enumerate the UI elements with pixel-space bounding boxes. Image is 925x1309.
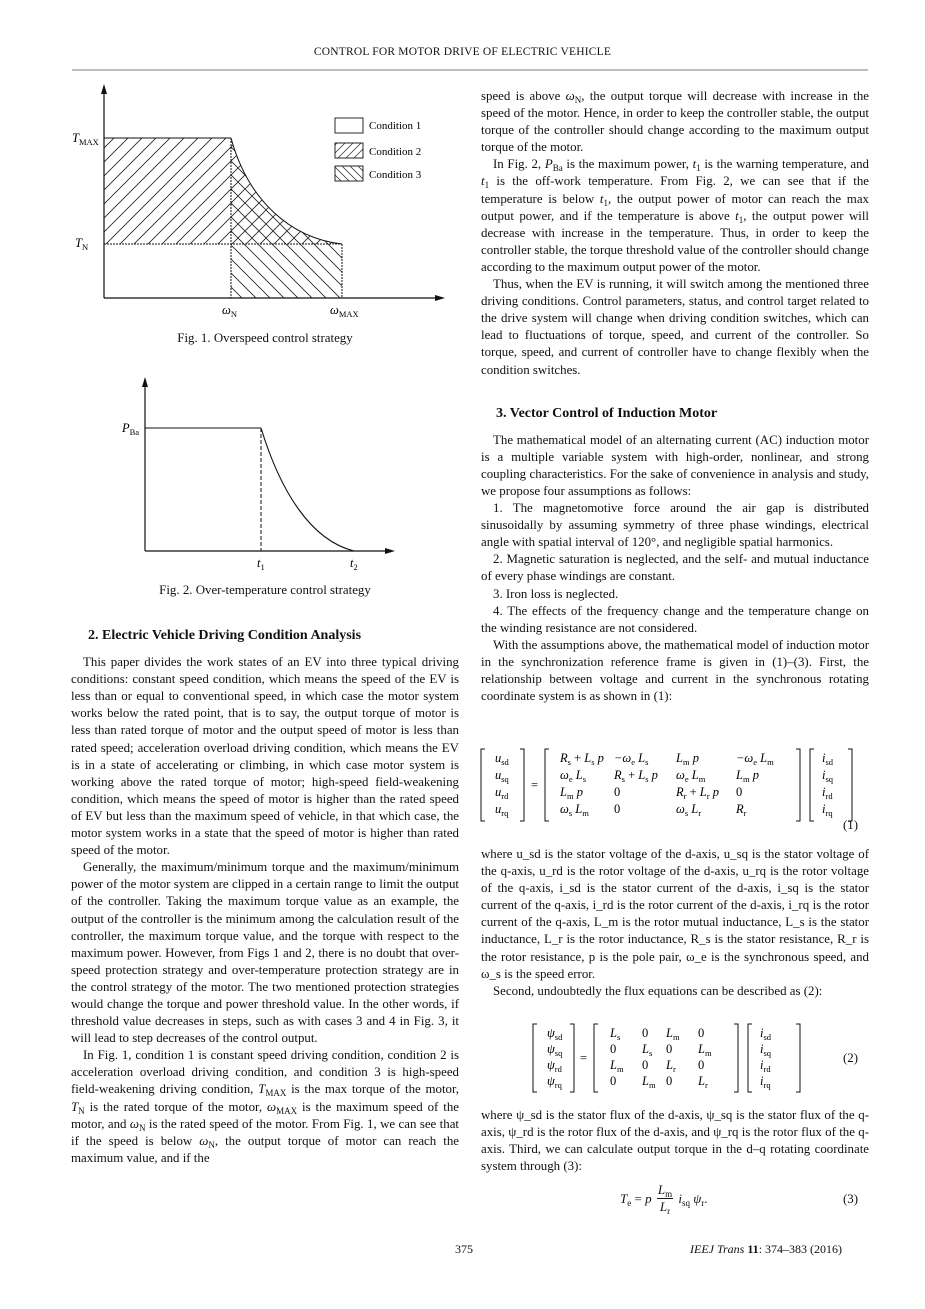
matrix-entry: $\omega_e$ $L_m$ xyxy=(676,768,706,784)
matrix-entry: $\omega_e$ $L_s$ xyxy=(560,768,586,784)
legend-label-condition2: Condition 2 xyxy=(369,146,422,158)
text-run: , the output torque will decrease with increase in the speed of the motor. Hence, in order to keep the controller stable, the output torque of the controller should change according to the maximum output torque of the motor. xyxy=(481,89,869,155)
paragraph-with-assumptions: With the assumptions above, the mathematical model of induction motor in the synchronization reference frame is given in (1)–(3). First, the relationship between voltage and current in the synchronous rotating coordinate system is as shown in (1): xyxy=(481,637,869,704)
matrix-entry: $R_s + L_s$ p xyxy=(614,768,658,784)
journal-pages: : 374–383 (2016) xyxy=(758,1242,843,1256)
rhs-entry: $i_{sq}$ xyxy=(760,1042,772,1058)
eq3-rhs: $i_{sq}$ $\psi_r$. xyxy=(678,1190,708,1208)
fig1-legend xyxy=(335,118,422,181)
lhs-entry: $\psi_{sd}$ xyxy=(547,1026,563,1042)
equation-1-number: (1) xyxy=(843,818,859,832)
text-run: is the max torque of the motor, xyxy=(286,1082,459,1097)
section-3-title: 3. Vector Control of Induction Motor xyxy=(496,405,718,421)
lhs-entry: $u_{rd}$ xyxy=(495,785,509,801)
matrix-entry: 0 xyxy=(736,785,743,799)
matrix-entry: $\omega_s$ $L_m$ xyxy=(560,802,589,818)
lhs-entry: $\psi_{rd}$ xyxy=(547,1058,562,1074)
matrix-entry: $L_r$ xyxy=(698,1074,708,1090)
matrix-entry: $L_m$ p xyxy=(676,751,699,767)
paragraph-where-eq1: where u_sd is the stator voltage of the d-axis, u_sq is the stator voltage of the q-axis, u_rd is the rotor voltage of the d-axis, u_rq is the rotor voltage of the q-axis, i_sd is the stator current of the d-axis, i_sq is the stator current of the q-axis, i_rd is the rotor current of the d-axis, i_rq is the rotor current of the q-axis, L_m is the rotor mutual inductance, L_s is the stator inductance, L_r is the rotor inductance, R_s is the stator resistance, R_r is the rotor resistance, p is the pole pair, ω_e is the synchronous speed, and ω_s is the speed error. xyxy=(481,847,869,981)
lhs-entry: $u_{rq}$ xyxy=(495,802,509,818)
matrix-entry: 0 xyxy=(666,1074,673,1088)
text-run: In Fig. 1, condition 1 is constant speed driving condition, condition 2 is acceleration overload driving condition, and condition 3 is high-speed field-weakening driving condition, xyxy=(71,1048,459,1097)
fig1-region-overlap-bwd xyxy=(231,138,342,244)
matrix-entry: $L_m$ p xyxy=(560,785,583,801)
left-column xyxy=(71,627,459,1167)
equation-3-number: (3) xyxy=(843,1192,859,1206)
eq3-numerator: $L_m$ xyxy=(657,1182,673,1199)
eq3-denominator: $L_r$ xyxy=(659,1199,671,1216)
fig2-y-arrow xyxy=(142,377,148,387)
paragraph-fig2-explanation: In Fig. 2, $P_{Ba}$ is the maximum power, $t_1$ is the warning temperature, and $t_1$ is the off-work temperature. From Fig. 2, we can see that if the temperature is below $t_1$, the output power of motor can reach the max output power, and if the temperature is above $t_1$, the output power will decrease with increase in the temperature. Thus, in order to keep the controller stable, the torque threshold value of the controller should change according to the maximum output power of the motor. xyxy=(481,157,869,274)
lhs-entry: $\psi_{sq}$ xyxy=(547,1042,563,1058)
text-run: speed is above xyxy=(481,89,566,103)
journal-name: IEEJ Trans xyxy=(690,1242,745,1256)
matrix-bracket-left xyxy=(545,749,549,821)
fig1-region-condition2-left xyxy=(104,138,231,244)
fig2-ytick-pba: $P_{Ba}$ xyxy=(122,421,140,437)
legend-swatch-condition2 xyxy=(335,143,363,158)
figure-1 xyxy=(60,80,460,325)
equals-sign: = xyxy=(580,1051,588,1065)
running-head: CONTROL FOR MOTOR DRIVE OF ELECTRIC VEHICLE xyxy=(313,46,612,58)
matrix-entry: 0 xyxy=(666,1042,673,1056)
rhs-bracket-right xyxy=(848,749,852,821)
fig1-xtick-wn: $\omega_N$ xyxy=(222,303,237,319)
matrix-entry: $-\omega_e$ $L_m$ xyxy=(736,751,774,767)
matrix-entry: $L_m$ xyxy=(642,1074,656,1090)
matrix-entry: $L_s$ xyxy=(642,1042,653,1058)
matrix-entry: $R_r + L_r$ p xyxy=(676,785,719,801)
fig1-xtick-wmax: $\omega_{MAX}$ xyxy=(330,303,359,319)
figure-2 xyxy=(60,370,460,580)
lhs-entry: $u_{sd}$ xyxy=(495,751,509,767)
page-number: 375 xyxy=(455,1242,473,1256)
rhs-bracket-left xyxy=(810,749,814,821)
paragraph-speed-above: speed is above $\omega_N$, the output torque will decrease with increase in the speed of the motor. Hence, in order to keep the controller stable, the output torque of the controller should change according to the maximum output torque of the motor. xyxy=(481,89,869,155)
matrix-entry: $L_s$ xyxy=(610,1026,621,1042)
right-column-lower xyxy=(481,846,869,1000)
rhs-entry: $i_{rq}$ xyxy=(760,1074,771,1090)
rhs-entry: $i_{sd}$ xyxy=(760,1026,772,1042)
matrix-entry: 0 xyxy=(642,1058,649,1072)
rhs-entry: $i_{sq}$ xyxy=(822,768,834,784)
matrix-entry: 0 xyxy=(698,1058,705,1072)
fig1-ytick-tmax: $T_{MAX}$ xyxy=(72,131,99,147)
right-column xyxy=(481,88,869,705)
matrix-entry: $L_m$ xyxy=(610,1058,624,1074)
fig1-region-condition3 xyxy=(231,244,342,298)
text-run: is the maximum power, xyxy=(562,157,693,172)
text-run: is the off-work temperature. From Fig. 2, we can see that if the temperature is below xyxy=(481,174,869,206)
matrix-bracket-right xyxy=(734,1024,738,1092)
fig2-x-arrow xyxy=(385,548,395,554)
paragraph-flux-intro: Second, undoubtedly the flux equations can be described as (2): xyxy=(493,983,823,998)
paragraph-fig1-explanation: In Fig. 1, condition 1 is constant speed driving condition, condition 2 is acceleration overload driving condition, and condition 3 is high-speed field-weakening driving condition, $T_{MAX}$ is the max torque of the motor, $T_N$ is the rated torque of the motor, $\omega_{MAX}$ is the maximum speed of the motor, and $\omega_N$ is the rated speed of the motor. From Fig. 1, we can see that if the speed is below $\omega_N$, the output torque of motor can reach the maximum value, and if the xyxy=(71,1048,460,1165)
matrix-entry: $L_m$ xyxy=(698,1042,712,1058)
eq3-fraction xyxy=(657,1182,673,1215)
paragraph-clipping: Generally, the maximum/minimum torque and the maximum/minimum power of the motor system are clipped in a certain range to limit the output of the controller. Taking the maximum torque value as an example, the output of the controller is the minimum among the calculation result of the controller, the maximum torque value, and the torque with respect to the maximum power. However, from Figs 1 and 2, there is no doubt that over-speed protection strategy and over-temperature protection strategy are in the control strategy of the motor. The two mentioned protection strategies would change the torque and power threshold value. In the other words, if threshold value decreases in steps, such as with cases 3 and 4 in Fig. 3, it will lead to step decreases of the control output. xyxy=(71,860,459,1046)
text-run: is the rated speed of the motor. From Fig. 1, we can see that if the speed is below xyxy=(71,1116,460,1148)
rhs-entry: $i_{rq}$ xyxy=(822,802,833,818)
matrix-bracket-right xyxy=(796,749,800,821)
lhs-bracket-left xyxy=(481,749,485,821)
fig1-caption: Fig. 1. Overspeed control strategy xyxy=(177,331,353,345)
fig1-y-arrow xyxy=(101,84,107,94)
text-run: is the maximum speed of the motor, and xyxy=(71,1099,459,1131)
rhs-bracket-right xyxy=(796,1024,800,1092)
equation-1 xyxy=(478,745,870,835)
equation-2-number: (2) xyxy=(843,1051,859,1065)
journal-volume: 11 xyxy=(747,1242,759,1256)
matrix-entry: $L_m$ xyxy=(666,1026,680,1042)
assumption-3: 3. Iron loss is neglected. xyxy=(493,586,619,601)
matrix-entry: $R_r$ xyxy=(736,802,747,818)
matrix-bracket-left xyxy=(594,1024,598,1092)
legend-swatch-condition3 xyxy=(335,166,363,181)
matrix-entry: 0 xyxy=(614,802,621,816)
right-column-bottom xyxy=(481,1107,869,1175)
legend-label-condition3: Condition 3 xyxy=(369,169,422,181)
lhs-bracket-right xyxy=(520,749,524,821)
lhs-entry: $u_{sq}$ xyxy=(495,768,509,784)
legend-swatch-condition1 xyxy=(335,118,363,133)
equation-2 xyxy=(530,1022,830,1097)
text-run: is the warning temperature, and xyxy=(700,157,869,172)
rhs-bracket-left xyxy=(748,1024,752,1092)
matrix-entry: 0 xyxy=(610,1074,617,1088)
assumption-4: 4. The effects of the frequency change and the temperature change on the winding resistance are not considered. xyxy=(481,603,869,635)
text-run: , the output power of motor can reach the max output power, and if the temperature is above xyxy=(481,191,869,223)
matrix-entry: 0 xyxy=(614,785,621,799)
fig1-ytick-tn: $T_N$ xyxy=(75,236,89,252)
rhs-entry: $i_{rd}$ xyxy=(760,1058,771,1074)
text-run: In Fig. 2, xyxy=(493,157,545,172)
matrix-entry: $-\omega_e$ $L_s$ xyxy=(614,751,649,767)
eq3-lhs: $T_e = p$ xyxy=(620,1190,652,1208)
fig2-xtick-t1: $t_1$ xyxy=(257,556,265,572)
fig1-x-arrow xyxy=(435,295,445,301)
rhs-entry: $i_{sd}$ xyxy=(822,751,834,767)
lhs-bracket-right xyxy=(570,1024,574,1092)
assumption-2: 2. Magnetic saturation is neglected, and the self- and mutual inductance of every phase windings are constant. xyxy=(481,552,869,584)
lhs-entry: $\psi_{rq}$ xyxy=(547,1074,562,1090)
equals-sign: = xyxy=(531,778,539,792)
paragraph-driving-conditions: This paper divides the work states of an EV into three typical driving conditions: constant speed condition, which means the speed of the EV is less than or equal to conventional speed, in which case the motor system works below the rated point, that is to say, the output torque of motor is less than rated torque of motor and the output speed of motor is less than rated speed; acceleration overload driving condition, which means the EV is in a state of accelerating or climbing, in which case motor system is working above the rated torque of motor; high-speed field-weakening condition, which means the speed of motor is higher than the rated speed of EV but less than the maximum speed of vehicle, in that which case, the motor system works in a state that the speed of motor is higher than rated speed of the motor. xyxy=(71,655,459,858)
journal-citation xyxy=(690,1242,842,1257)
rhs-entry: $i_{rd}$ xyxy=(822,785,833,801)
legend-label-condition1: Condition 1 xyxy=(369,120,422,132)
matrix-entry: 0 xyxy=(642,1026,649,1040)
text-run: is the rated torque of the motor, xyxy=(84,1099,267,1114)
matrix-entry: $L_r$ xyxy=(666,1058,676,1074)
equation-3 xyxy=(620,1182,708,1215)
header-rule xyxy=(72,69,868,71)
lhs-bracket-left xyxy=(533,1024,537,1092)
matrix-entry: $\omega_s$ $L_r$ xyxy=(676,802,702,818)
matrix-entry: 0 xyxy=(610,1042,617,1056)
fig2-xtick-t2: $t_2$ xyxy=(350,556,358,572)
matrix-entry: 0 xyxy=(698,1026,705,1040)
matrix-entry: $L_m$ p xyxy=(736,768,759,784)
text-run: , the output torque of motor can reach the maximum value, and if the xyxy=(71,1133,460,1165)
paragraph-model: The mathematical model of an alternating current (AC) induction motor is a multiple variable system with high-order, nonlinear, and strong coupling characteristics. For the sake of convenience in analysis and study, we propose four assumptions as follows: xyxy=(481,432,869,498)
fig2-power-curve xyxy=(261,428,354,551)
paragraph-where-eq2: where ψ_sd is the stator flux of the d-axis, ψ_sq is the stator flux of the q-axis, ψ_rd is the rotor flux of the d-axis, and ψ_rq is the rotor flux of the q-axis. Third, we can calculate output torque in the d–q rotating coordinate system through (3): xyxy=(481,1108,869,1174)
text-run: , the output power will decrease with increase in the temperature. Thus, in order to keep the controller stable, the torque threshold value of the controller should change according to the maximum output power of the motor. xyxy=(481,208,869,274)
matrix-entry: $R_s + L_s$ p xyxy=(560,751,604,767)
section-2-title: 2. Electric Vehicle Driving Condition Analysis xyxy=(88,628,362,643)
fig2-caption: Fig. 2. Over-temperature control strategy xyxy=(159,583,371,597)
assumption-1: 1. The magnetomotive force around the air gap is distributed sinusoidally by assuming symmetry of three phase windings, electrical angle with spatial interval of 120°, and negligible spatial harmonics. xyxy=(481,501,869,550)
paragraph-switching: Thus, when the EV is running, it will switch among the mentioned three driving conditions. Control parameters, status, and control target related to the drive system will change when driving condition switches, which can lead to fluctuations of torque, speed, and current of the controller. So torque, speed, and current of controller have to change flexibly when the condition switches. xyxy=(481,277,869,377)
